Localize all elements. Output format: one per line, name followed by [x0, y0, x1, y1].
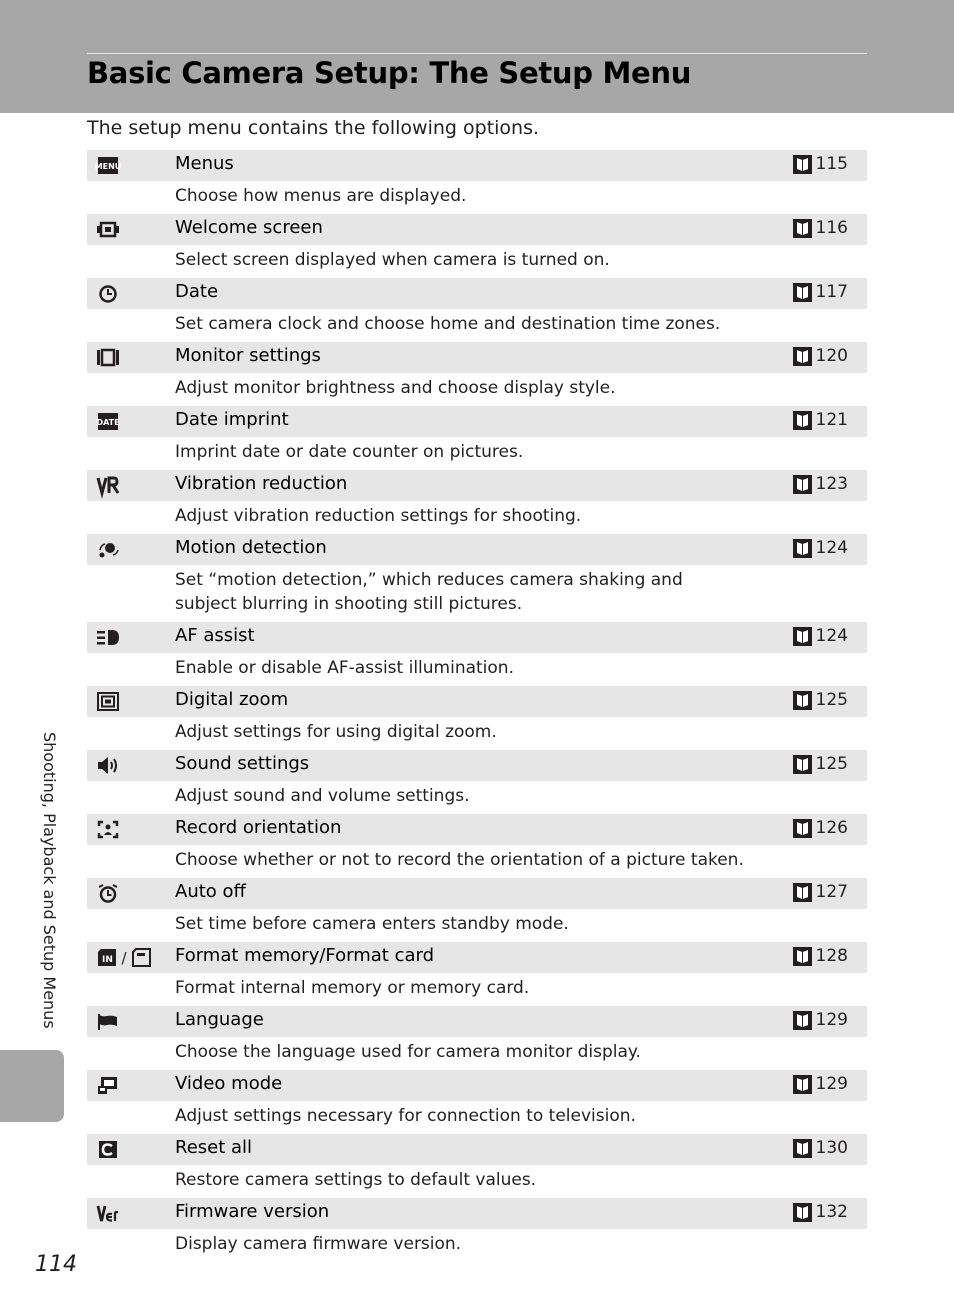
item-description: Choose how menus are displayed. — [175, 186, 467, 206]
book-icon — [793, 691, 812, 710]
book-icon — [793, 947, 812, 966]
book-icon — [793, 819, 812, 838]
page-reference — [793, 218, 848, 238]
item-description: Display camera firmware version. — [175, 1234, 462, 1254]
digital-zoom-icon — [97, 692, 119, 711]
item-name: Digital zoom — [175, 689, 289, 710]
page-ref-number: 124 — [815, 538, 848, 558]
item-header-row — [87, 214, 867, 245]
item-description: Set “motion detection,” which reduces camera shaking and subject blurring in shooting still pictures. — [175, 570, 683, 614]
menu-item-firmware-version — [87, 1198, 867, 1262]
menus-icon — [94, 156, 122, 175]
item-description: Choose the language used for camera monitor display. — [175, 1042, 641, 1062]
item-header-row — [87, 878, 867, 909]
page-title: Basic Camera Setup: The Setup Menu — [87, 56, 692, 90]
page-ref-number: 125 — [815, 754, 848, 774]
menu-item-language — [87, 1006, 867, 1070]
book-icon — [793, 1139, 812, 1158]
item-header-row — [87, 1198, 867, 1229]
item-description: Format internal memory or memory card. — [175, 978, 530, 998]
page-reference — [793, 538, 848, 558]
page-reference — [793, 346, 848, 366]
item-name: Welcome screen — [175, 217, 323, 238]
page-reference — [793, 1010, 848, 1030]
book-icon — [793, 883, 812, 902]
page-reference — [793, 690, 848, 710]
page-ref-number: 129 — [815, 1074, 848, 1094]
item-description: Adjust sound and volume settings. — [175, 786, 470, 806]
item-name: Monitor settings — [175, 345, 321, 366]
book-icon — [793, 347, 812, 366]
page-reference — [793, 282, 848, 302]
item-name: Vibration reduction — [175, 473, 348, 494]
item-description: Adjust vibration reduction settings for shooting. — [175, 506, 582, 526]
menu-item-welcome-screen — [87, 214, 867, 278]
item-description: Adjust settings for using digital zoom. — [175, 722, 497, 742]
section-tab — [0, 1050, 64, 1122]
book-icon — [793, 475, 812, 494]
date-imprint-icon — [97, 412, 119, 431]
page-ref-number: 117 — [815, 282, 848, 302]
language-icon — [97, 1012, 119, 1031]
auto-off-icon — [97, 884, 119, 903]
item-header-row — [87, 406, 867, 437]
welcome-screen-icon — [97, 220, 119, 239]
item-header-row — [87, 1070, 867, 1101]
book-icon — [793, 155, 812, 174]
item-name: Date imprint — [175, 409, 289, 430]
header-band — [0, 0, 954, 113]
page-reference — [793, 1202, 848, 1222]
item-description: Select screen displayed when camera is turned on. — [175, 250, 610, 270]
page-ref-number: 124 — [815, 626, 848, 646]
menu-item-video-mode — [87, 1070, 867, 1134]
page-ref-number: 123 — [815, 474, 848, 494]
clock-icon — [97, 284, 119, 303]
menu-item-date — [87, 278, 867, 342]
firmware-icon — [97, 1204, 119, 1223]
item-header-row — [87, 686, 867, 717]
item-header-row — [87, 150, 867, 181]
item-name: Language — [175, 1009, 264, 1030]
setup-menu-table — [87, 150, 867, 1262]
book-icon — [793, 219, 812, 238]
item-description: Restore camera settings to default values. — [175, 1170, 537, 1190]
item-name: Firmware version — [175, 1201, 330, 1222]
page-reference — [793, 626, 848, 646]
book-icon — [793, 539, 812, 558]
menu-item-digital-zoom — [87, 686, 867, 750]
page-ref-number: 127 — [815, 882, 848, 902]
page-reference — [793, 818, 848, 838]
menu-item-monitor-settings — [87, 342, 867, 406]
page-ref-number: 125 — [815, 690, 848, 710]
menu-item-reset-all — [87, 1134, 867, 1198]
page-ref-number: 130 — [815, 1138, 848, 1158]
page-reference — [793, 1138, 848, 1158]
item-description: Set time before camera enters standby mode. — [175, 914, 569, 934]
speaker-icon — [97, 756, 119, 775]
item-name: Motion detection — [175, 537, 327, 558]
item-header-row — [87, 534, 867, 565]
item-header-row — [87, 470, 867, 501]
item-header-row — [87, 622, 867, 653]
svg-text:IN: IN — [102, 955, 113, 965]
page-reference — [793, 474, 848, 494]
book-icon — [793, 1075, 812, 1094]
item-header-row — [87, 278, 867, 309]
format-memory-icon — [97, 948, 153, 967]
menu-item-record-orientation — [87, 814, 867, 878]
item-description: Choose whether or not to record the orientation of a picture taken. — [175, 850, 744, 870]
book-icon — [793, 627, 812, 646]
book-icon — [793, 411, 812, 430]
monitor-icon — [97, 348, 119, 367]
section-side-label: Shooting, Playback and Setup Menus — [40, 732, 59, 1029]
af-assist-icon — [97, 628, 119, 647]
menu-item-af-assist — [87, 622, 867, 686]
record-orientation-icon — [97, 820, 119, 839]
page-ref-number: 126 — [815, 818, 848, 838]
book-icon — [793, 755, 812, 774]
page-reference — [793, 410, 848, 430]
svg-text:DATE: DATE — [96, 418, 120, 427]
item-header-row — [87, 814, 867, 845]
item-description: Adjust monitor brightness and choose display style. — [175, 378, 616, 398]
item-header-row — [87, 342, 867, 373]
item-description: Set camera clock and choose home and destination time zones. — [175, 314, 721, 334]
item-description: Imprint date or date counter on pictures. — [175, 442, 524, 462]
menu-item-auto-off — [87, 878, 867, 942]
page-ref-number: 132 — [815, 1202, 848, 1222]
page-ref-number: 116 — [815, 218, 848, 238]
item-name: AF assist — [175, 625, 255, 646]
motion-detection-icon — [97, 540, 119, 559]
page-reference — [793, 1074, 848, 1094]
page-reference — [793, 754, 848, 774]
item-description: Enable or disable AF-assist illumination. — [175, 658, 514, 678]
menu-item-menus — [87, 150, 867, 214]
item-name: Auto off — [175, 881, 246, 902]
menu-item-date-imprint — [87, 406, 867, 470]
item-name: Date — [175, 281, 219, 302]
svg-text:/: / — [121, 949, 127, 967]
book-icon — [793, 283, 812, 302]
item-description: Adjust settings necessary for connection to television. — [175, 1106, 636, 1126]
page-reference — [793, 154, 848, 174]
item-name: Menus — [175, 153, 234, 174]
page-ref-number: 128 — [815, 946, 848, 966]
item-header-row — [87, 1006, 867, 1037]
item-name: Video mode — [175, 1073, 283, 1094]
video-mode-icon — [97, 1076, 119, 1095]
menu-item-motion-detection — [87, 534, 867, 622]
menu-item-format-memory — [87, 942, 867, 1006]
item-header-row — [87, 942, 867, 973]
reset-icon — [97, 1140, 119, 1159]
header-rule — [87, 53, 867, 54]
item-name: Reset all — [175, 1137, 253, 1158]
page-reference — [793, 946, 848, 966]
item-header-row — [87, 750, 867, 781]
page-number: 114 — [35, 1252, 77, 1277]
menu-item-vibration-reduction — [87, 470, 867, 534]
page-ref-number: 115 — [815, 154, 848, 174]
item-name: Format memory/Format card — [175, 945, 435, 966]
page-ref-number: 121 — [815, 410, 848, 430]
book-icon — [793, 1203, 812, 1222]
page-reference — [793, 882, 848, 902]
page-ref-number: 129 — [815, 1010, 848, 1030]
svg-text:MENU: MENU — [94, 162, 122, 171]
item-name: Sound settings — [175, 753, 310, 774]
book-icon — [793, 1011, 812, 1030]
item-name: Record orientation — [175, 817, 342, 838]
page-ref-number: 120 — [815, 346, 848, 366]
vr-icon — [97, 476, 119, 495]
item-header-row — [87, 1134, 867, 1165]
menu-item-sound-settings — [87, 750, 867, 814]
intro-text: The setup menu contains the following options. — [87, 117, 540, 139]
